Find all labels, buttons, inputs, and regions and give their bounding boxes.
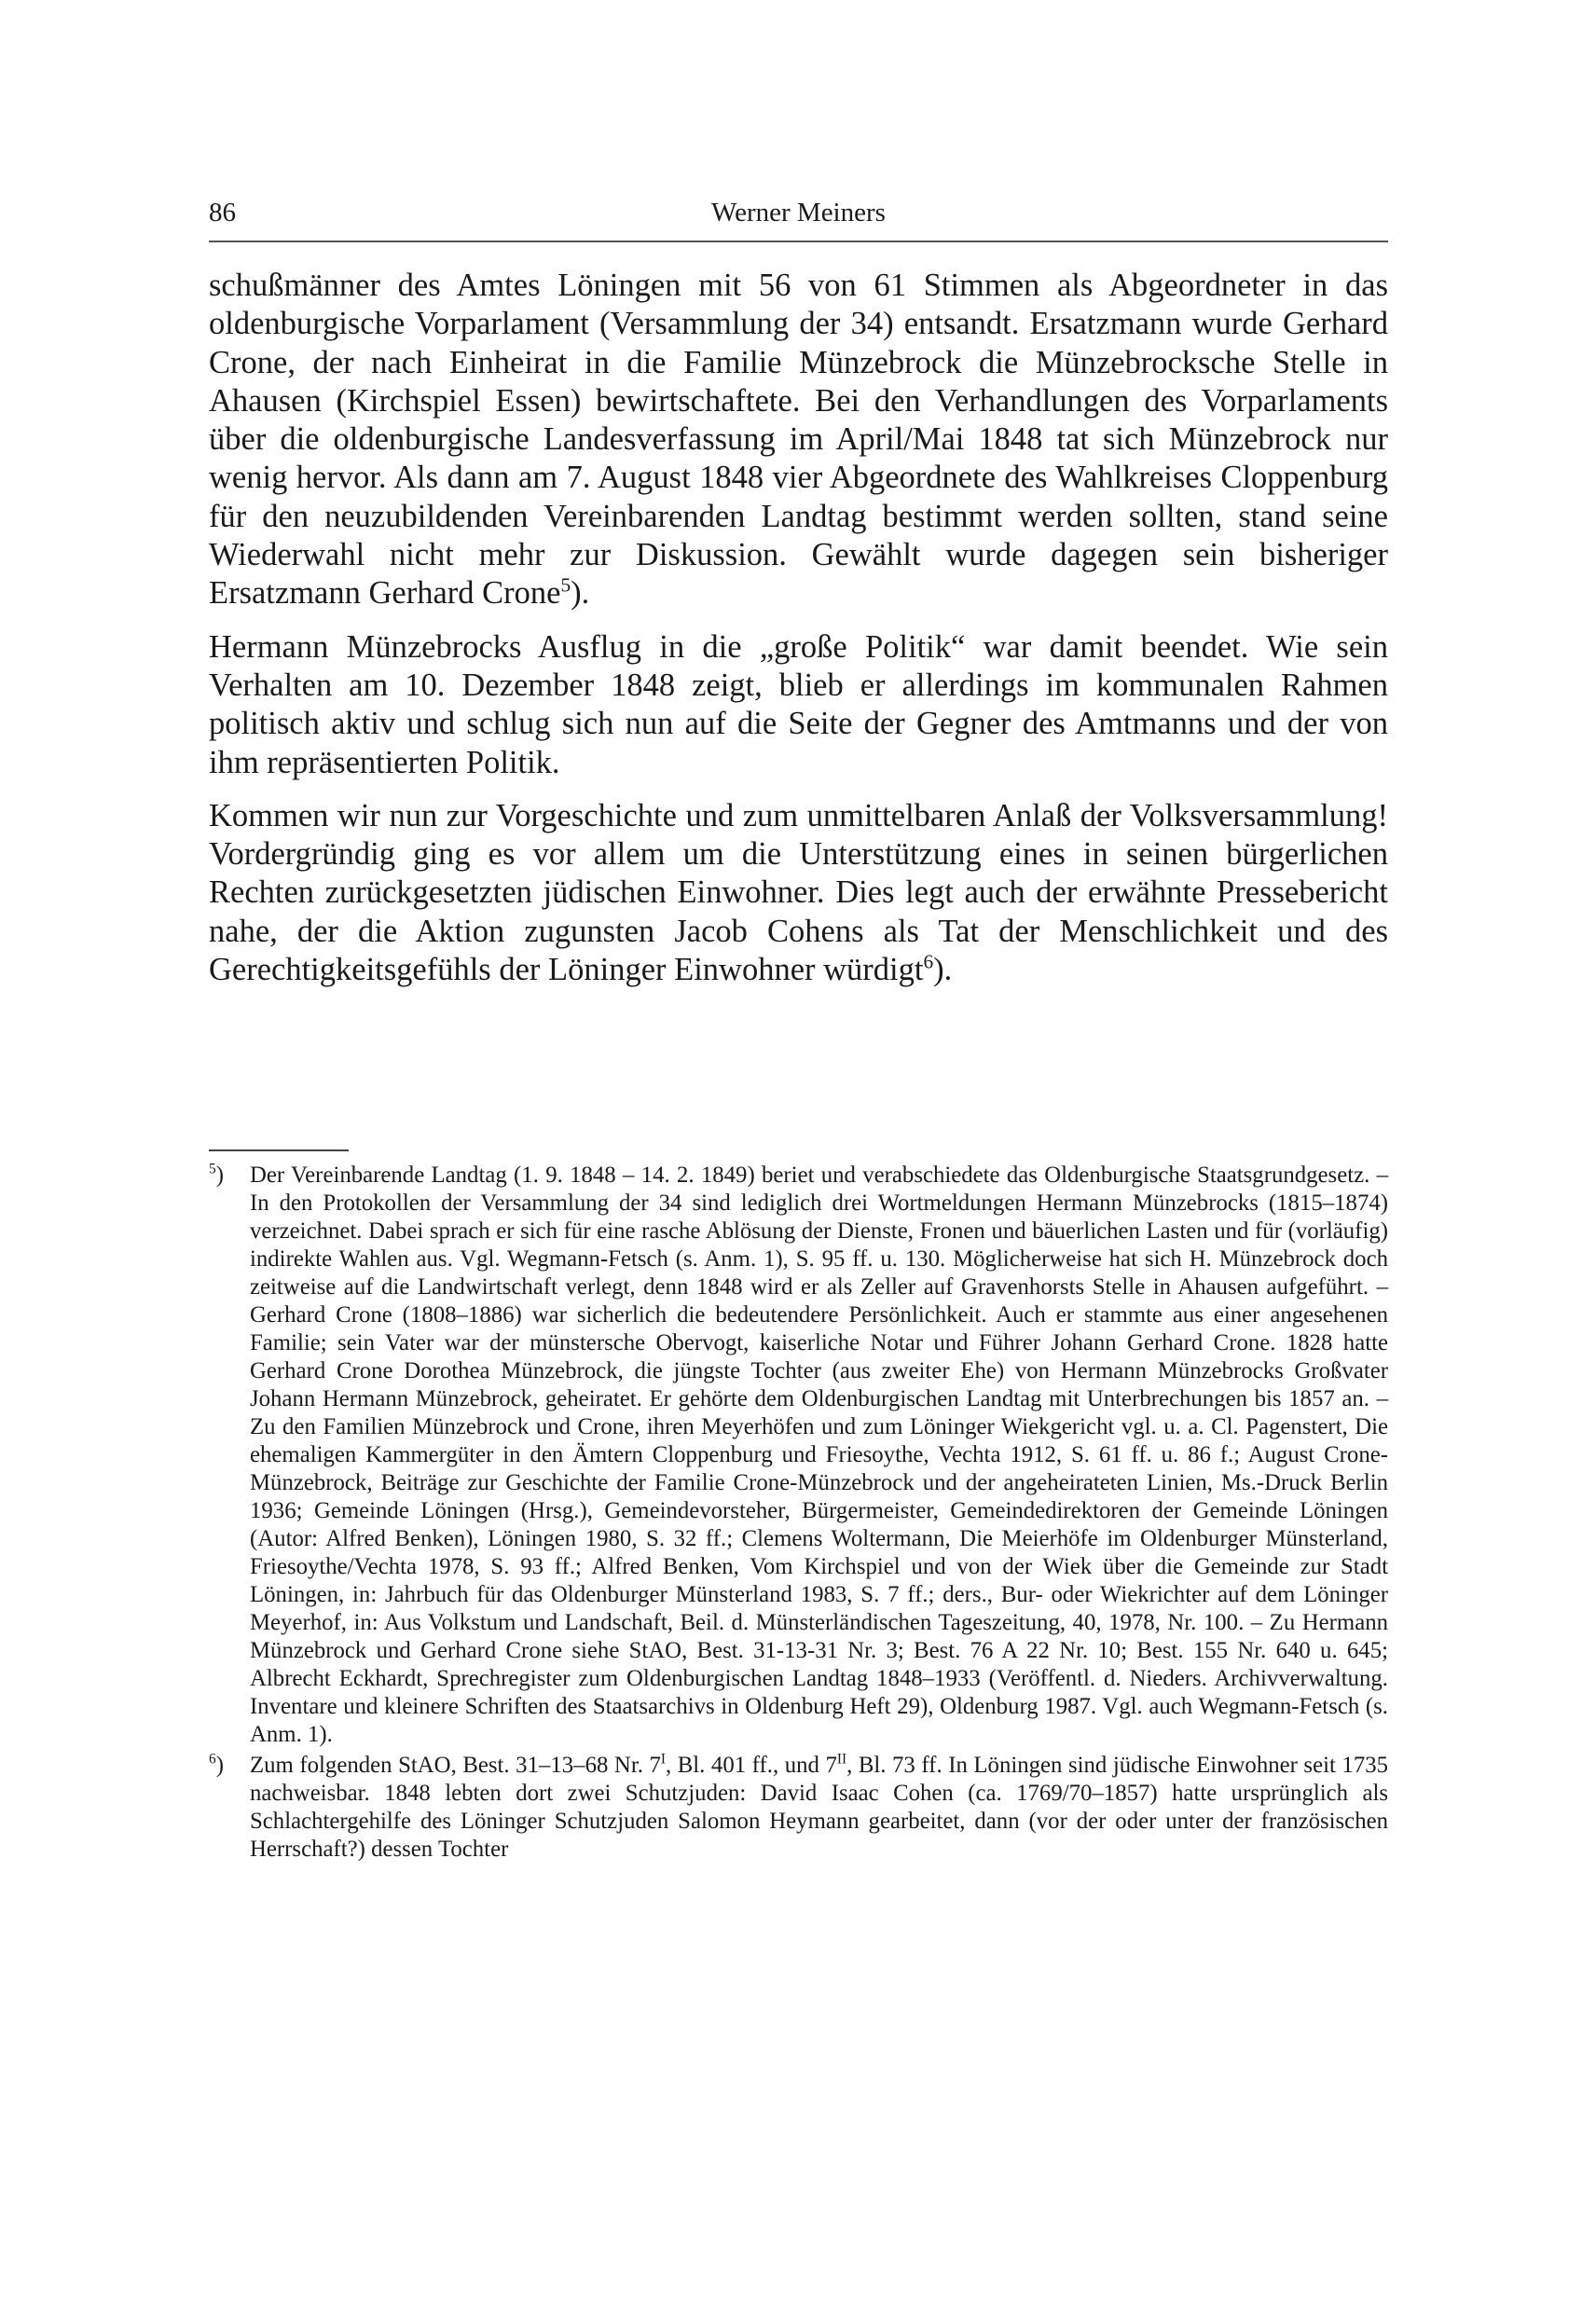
- footnote-rule: [209, 1149, 349, 1151]
- paragraph-2: Hermann Münzebrocks Ausflug in die „große Politik“ war damit beendet. Wie sein Verhalten am 10. Dezember 1848 zeigt, blieb er allerdings im kommunalen Rahmen politisch aktiv und schlug sich nun auf die Seite der Gegner des Amtmanns und der von ihm repräsentierten Politik.: [209, 628, 1388, 780]
- footnote-mark: $^6$): [209, 1751, 224, 1778]
- footnotes: [209, 1162, 1388, 1866]
- footnote-text: Der Vereinbarende Landtag (1. 9. 1848 – 14. 2. 1849) beriet und verabschiedete das Oldenburgische Staatsgrundgesetz. – In den Protokollen der Versammlung der 34 sind lediglich drei Wortmeldungen Hermann Münzebrocks (1815–1874) verzeichnet. Dabei sprach er sich für eine rasche Ablösung der Dienste, Fronen und bäuerlichen Lasten und für (vorläufig) indirekte Wahlen aus. Vgl. Wegmann-Fetsch (s. Anm. 1), S. 95 ff. u. 130. Möglicherweise hat sich H. Münzebrock doch zeitweise auf die Landwirtschaft verlegt, denn 1848 wird er als Zeller auf Gravenhorsts Stelle in Ahausen aufgeführt. – Gerhard Crone (1808–1886) war sicherlich die bedeutendere Persönlichkeit. Auch er stammte aus einer angesehenen Familie; sein Vater war der münstersche Obervogt, kaiserliche Notar und Führer Johann Gerhard Crone. 1828 hatte Gerhard Crone Dorothea Münzebrock, die jüngste Tochter (aus zweiter Ehe) von Hermann Münzebrocks Großvater Johann Hermann Münzebrock, geheiratet. Er gehörte dem Oldenburgischen Landtag mit Unterbrechungen bis 1857 an. – Zu den Familien Münzebrock und Crone, ihren Meyerhöfen und zum Löninger Wiekgericht vgl. u. a. Cl. Pagenstert, Die ehemaligen Kammergüter in den Ämtern Cloppenburg und Friesoythe, Vechta 1912, S. 61 ff. u. 86 f.; August Crone-Münzebrock, Beiträge zur Geschichte der Familie Crone-Münzebrock und der angeheirateten Linien, Ms.-Druck Berlin 1936; Gemeinde Löningen (Hrsg.), Gemeindevorsteher, Bürgermeister, Gemeindedirektoren der Gemeinde Löningen (Autor: Alfred Benken), Löningen 1980, S. 32 ff.; Clemens Woltermann, Die Meierhöfe im Oldenburger Münsterland, Friesoythe/Vechta 1978, S. 93 ff.; Alfred Benken, Vom Kirchspiel und von der Wiek über die Gemeinde zur Stadt Löningen, in: Jahrbuch für das Oldenburger Münsterland 1983, S. 7 ff.; ders., Bur- oder Wiekrichter auf dem Löninger Meyerhof, in: Aus Volkstum und Landschaft, Beil. d. Münsterländischen Tageszeitung, 40, 1978, Nr. 100. – Zu Hermann Münzebrock und Gerhard Crone siehe StAO, Best. 31-13-31 Nr. 3; Best. 76 A 22 Nr. 10; Best. 155 Nr. 640 u. 645; Albrecht Eckhardt, Sprechregister zum Oldenburgischen Landtag 1848–1933 (Veröffentl. d. Nieders. Archivverwaltung. Inventare und kleinere Schriften des Staatsarchivs in Oldenburg Heft 29), Oldenburg 1987. Vgl. auch Wegmann-Fetsch (s. Anm. 1).: [250, 1163, 1388, 1747]
- footnote-5: [209, 1162, 1388, 1749]
- header-rule: [209, 241, 1388, 242]
- footnote-6: [209, 1752, 1388, 1864]
- running-title: Werner Meiners: [711, 198, 886, 227]
- footnote-ref-6[interactable]: 6: [923, 950, 934, 973]
- running-head: [209, 192, 1388, 233]
- footnote-ref-5[interactable]: 5: [560, 573, 571, 597]
- paragraph-1: schußmänner des Amtes Löningen mit 56 von 61 Stimmen als Abgeordneter in das oldenburgische Vorparlament (Versammlung der 34) entsandt. Ersatzmann wurde Gerhard Crone, der nach Einheirat in die Familie Münzebrock die Münzebrocksche Stelle in Ahausen (Kirchspiel Essen) bewirtschaftete. Bei den Verhandlungen des Vorparlaments über die oldenburgische Landesverfassung im April/Mai 1848 tat sich Münzebrock nur wenig hervor. Als dann am 7. August 1848 vier Abgeordnete des Wahlkreises Cloppenburg für den neuzubildenden Vereinbarenden Landtag bestimmt werden sollten, stand seine Wiederwahl nicht mehr zur Diskussion. Gewählt wurde dagegen sein bisheriger Ersatzmann Gerhard Crone$^5$).: [209, 268, 1388, 612]
- book-page: [209, 0, 1388, 2312]
- page-number: 86: [209, 198, 236, 227]
- footnote-mark: $^5$): [209, 1161, 224, 1188]
- footnote-text: Zum folgenden StAO, Best. 31–13–68 Nr. $7^I$, Bl. 401 ff., und $7^{II}$, Bl. 73 ff. In Löningen sind jüdische Einwohner seit 1735 nachweisbar. 1848 lebten dort zwei Schutzjuden: David Isaac Cohen (ca. 1769/70–1857) hatte ursprünglich als Schlachtergehilfe des Löninger Schutzjuden Salomon Heymann gearbeitet, dann (vor der oder unter der französischen Herrschaft?) dessen Tochter: [250, 1751, 1389, 1862]
- main-text: [209, 267, 1388, 1004]
- paragraph-3: Kommen wir nun zur Vorgeschichte und zum unmittelbaren Anlaß der Volksversammlung! Vordergründig ging es vor allem um die Unterstützung eines in seinen bürgerlichen Rechten zurückgesetzten jüdischen Einwohner. Dies legt auch der erwähnte Pressebericht nahe, der die Aktion zugunsten Jacob Cohens als Tat der Menschlichkeit und des Gerechtigkeitsgefühls der Löninger Einwohner würdigt$^6$).: [209, 797, 1388, 988]
